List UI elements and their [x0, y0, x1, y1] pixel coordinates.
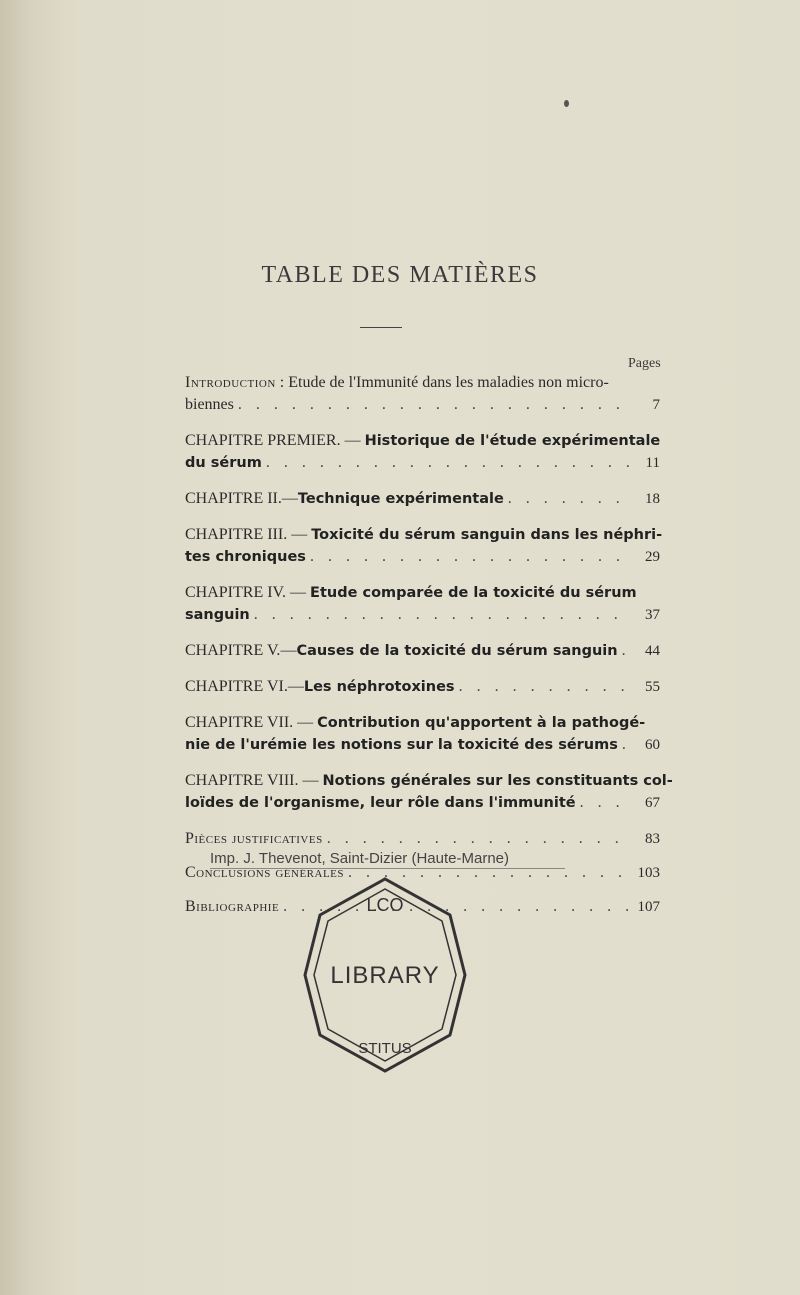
entry-text: Etude de l'Immunité dans les maladies non micro-	[288, 374, 609, 391]
toc-entry-chapitre-2: CHAPITRE II. — Technique expérimentale . . . 18	[185, 488, 630, 510]
leader-dots	[580, 792, 630, 814]
page-number: 107	[637, 899, 660, 915]
stamp-bottom-text: STITUS	[358, 1040, 412, 1057]
page-number: 55	[645, 679, 660, 695]
toc-entry-pieces	[185, 828, 660, 850]
entry-text: Historique de l'étude expérimentale	[364, 433, 661, 449]
stamp-center-text: LIBRARY	[330, 962, 440, 989]
entry-label: CHAPITRE V.	[185, 642, 281, 659]
entry-text: Etude comparée de la toxicité du sérum	[310, 585, 637, 601]
toc-entry-chapitre-8: CHAPITRE VIII. — Notions générales sur les constituants col- loïdes de l'organisme, leur rôle dans l'immunité . . . 67	[185, 770, 630, 814]
leader-dots	[310, 546, 630, 568]
page-number: 29	[645, 549, 660, 565]
entry-label: CHAPITRE VII.	[185, 714, 294, 731]
toc-entry-chapitre-7: CHAPITRE VII. — Contribution qu'apportent à la pathogé- nie de l'urémie les notions sur la toxicité des sérums . . . 60	[185, 712, 630, 756]
page-number: 44	[645, 643, 660, 659]
toc-entry-chapitre-3: CHAPITRE III. — Toxicité du sérum sanguin dans les néphri- tes chroniques . . . 29	[185, 524, 630, 568]
entry-label: CHAPITRE VI.	[185, 678, 288, 695]
entry-label: CHAPITRE III.	[185, 526, 288, 543]
ink-spot	[564, 100, 569, 107]
leader-dots	[238, 394, 630, 416]
page-number: 7	[652, 397, 660, 413]
leader-dots	[459, 676, 630, 698]
page-number: 18	[645, 491, 660, 507]
toc-entry-chapitre-1: CHAPITRE PREMIER. — Historique de l'étude expérimentale du sérum . . . 11	[185, 430, 630, 474]
entry-text: Notions générales sur les constituants col-	[322, 773, 673, 789]
entry-text-cont: tes chroniques	[185, 549, 306, 565]
page-number: 37	[645, 607, 660, 623]
leader-dots	[266, 452, 630, 474]
entry-text-cont: loïdes de l'organisme, leur rôle dans l'immunité	[185, 795, 576, 811]
toc-entry-chapitre-5: CHAPITRE V. — Causes de la toxicité du sérum sanguin . . . 44	[185, 640, 630, 662]
entry-text: Toxicité du sérum sanguin dans les néphri-	[311, 527, 663, 543]
entry-label: Bibliographie	[185, 898, 280, 915]
entry-text: Contribution qu'apportent à la pathogé-	[317, 715, 646, 731]
entry-label: Conclusions générales	[185, 864, 345, 881]
page-number: 11	[645, 455, 660, 471]
entry-text: Technique expérimentale	[297, 491, 504, 507]
entry-text-cont: biennes	[185, 396, 234, 413]
entry-text-cont: nie de l'urémie les notions sur la toxicité des sérums	[185, 737, 618, 753]
entry-text: Les néphrotoxines	[303, 679, 455, 695]
page-title: TABLE DES MATIÈRES	[261, 262, 539, 288]
page-number: 83	[645, 831, 660, 847]
entry-label: CHAPITRE VIII.	[185, 772, 299, 789]
leader-dots	[327, 828, 630, 850]
leader-dots	[622, 640, 630, 662]
printer-imprint: Imp. J. Thevenot, Saint-Dizier (Haute-Marne)	[210, 850, 565, 869]
entry-label: CHAPITRE II.	[185, 490, 282, 507]
table-of-contents	[185, 372, 673, 932]
leader-dots	[622, 734, 630, 756]
entry-text-cont: du sérum	[185, 455, 262, 471]
toc-entry-chapitre-4: CHAPITRE IV. — Etude comparée de la toxicité du sérum sanguin . . . 37	[185, 582, 630, 626]
pages-column-header: Pages	[628, 356, 661, 371]
toc-entry-introduction: Introduction : Etude de l'Immunité dans les maladies non micro- biennes . . . 7	[185, 372, 630, 416]
entry-label: Pièces justificatives	[185, 830, 323, 847]
page-number: 103	[637, 865, 660, 881]
entry-text-cont: sanguin	[185, 607, 250, 623]
entry-label: CHAPITRE IV.	[185, 584, 287, 601]
leader-dots	[254, 604, 630, 626]
entry-text: Causes de la toxicité du sérum sanguin	[296, 643, 618, 659]
entry-label: Introduction	[185, 374, 276, 391]
page-number: 67	[645, 795, 660, 811]
title-divider	[360, 327, 402, 328]
page-number: 60	[645, 737, 660, 753]
entry-label: CHAPITRE PREMIER.	[185, 432, 341, 449]
toc-entry-chapitre-6: CHAPITRE VI. — Les néphrotoxines . . . 55	[185, 676, 630, 698]
stamp-top-text: LCO	[366, 895, 404, 915]
leader-dots	[508, 488, 630, 510]
library-stamp	[300, 875, 470, 1075]
